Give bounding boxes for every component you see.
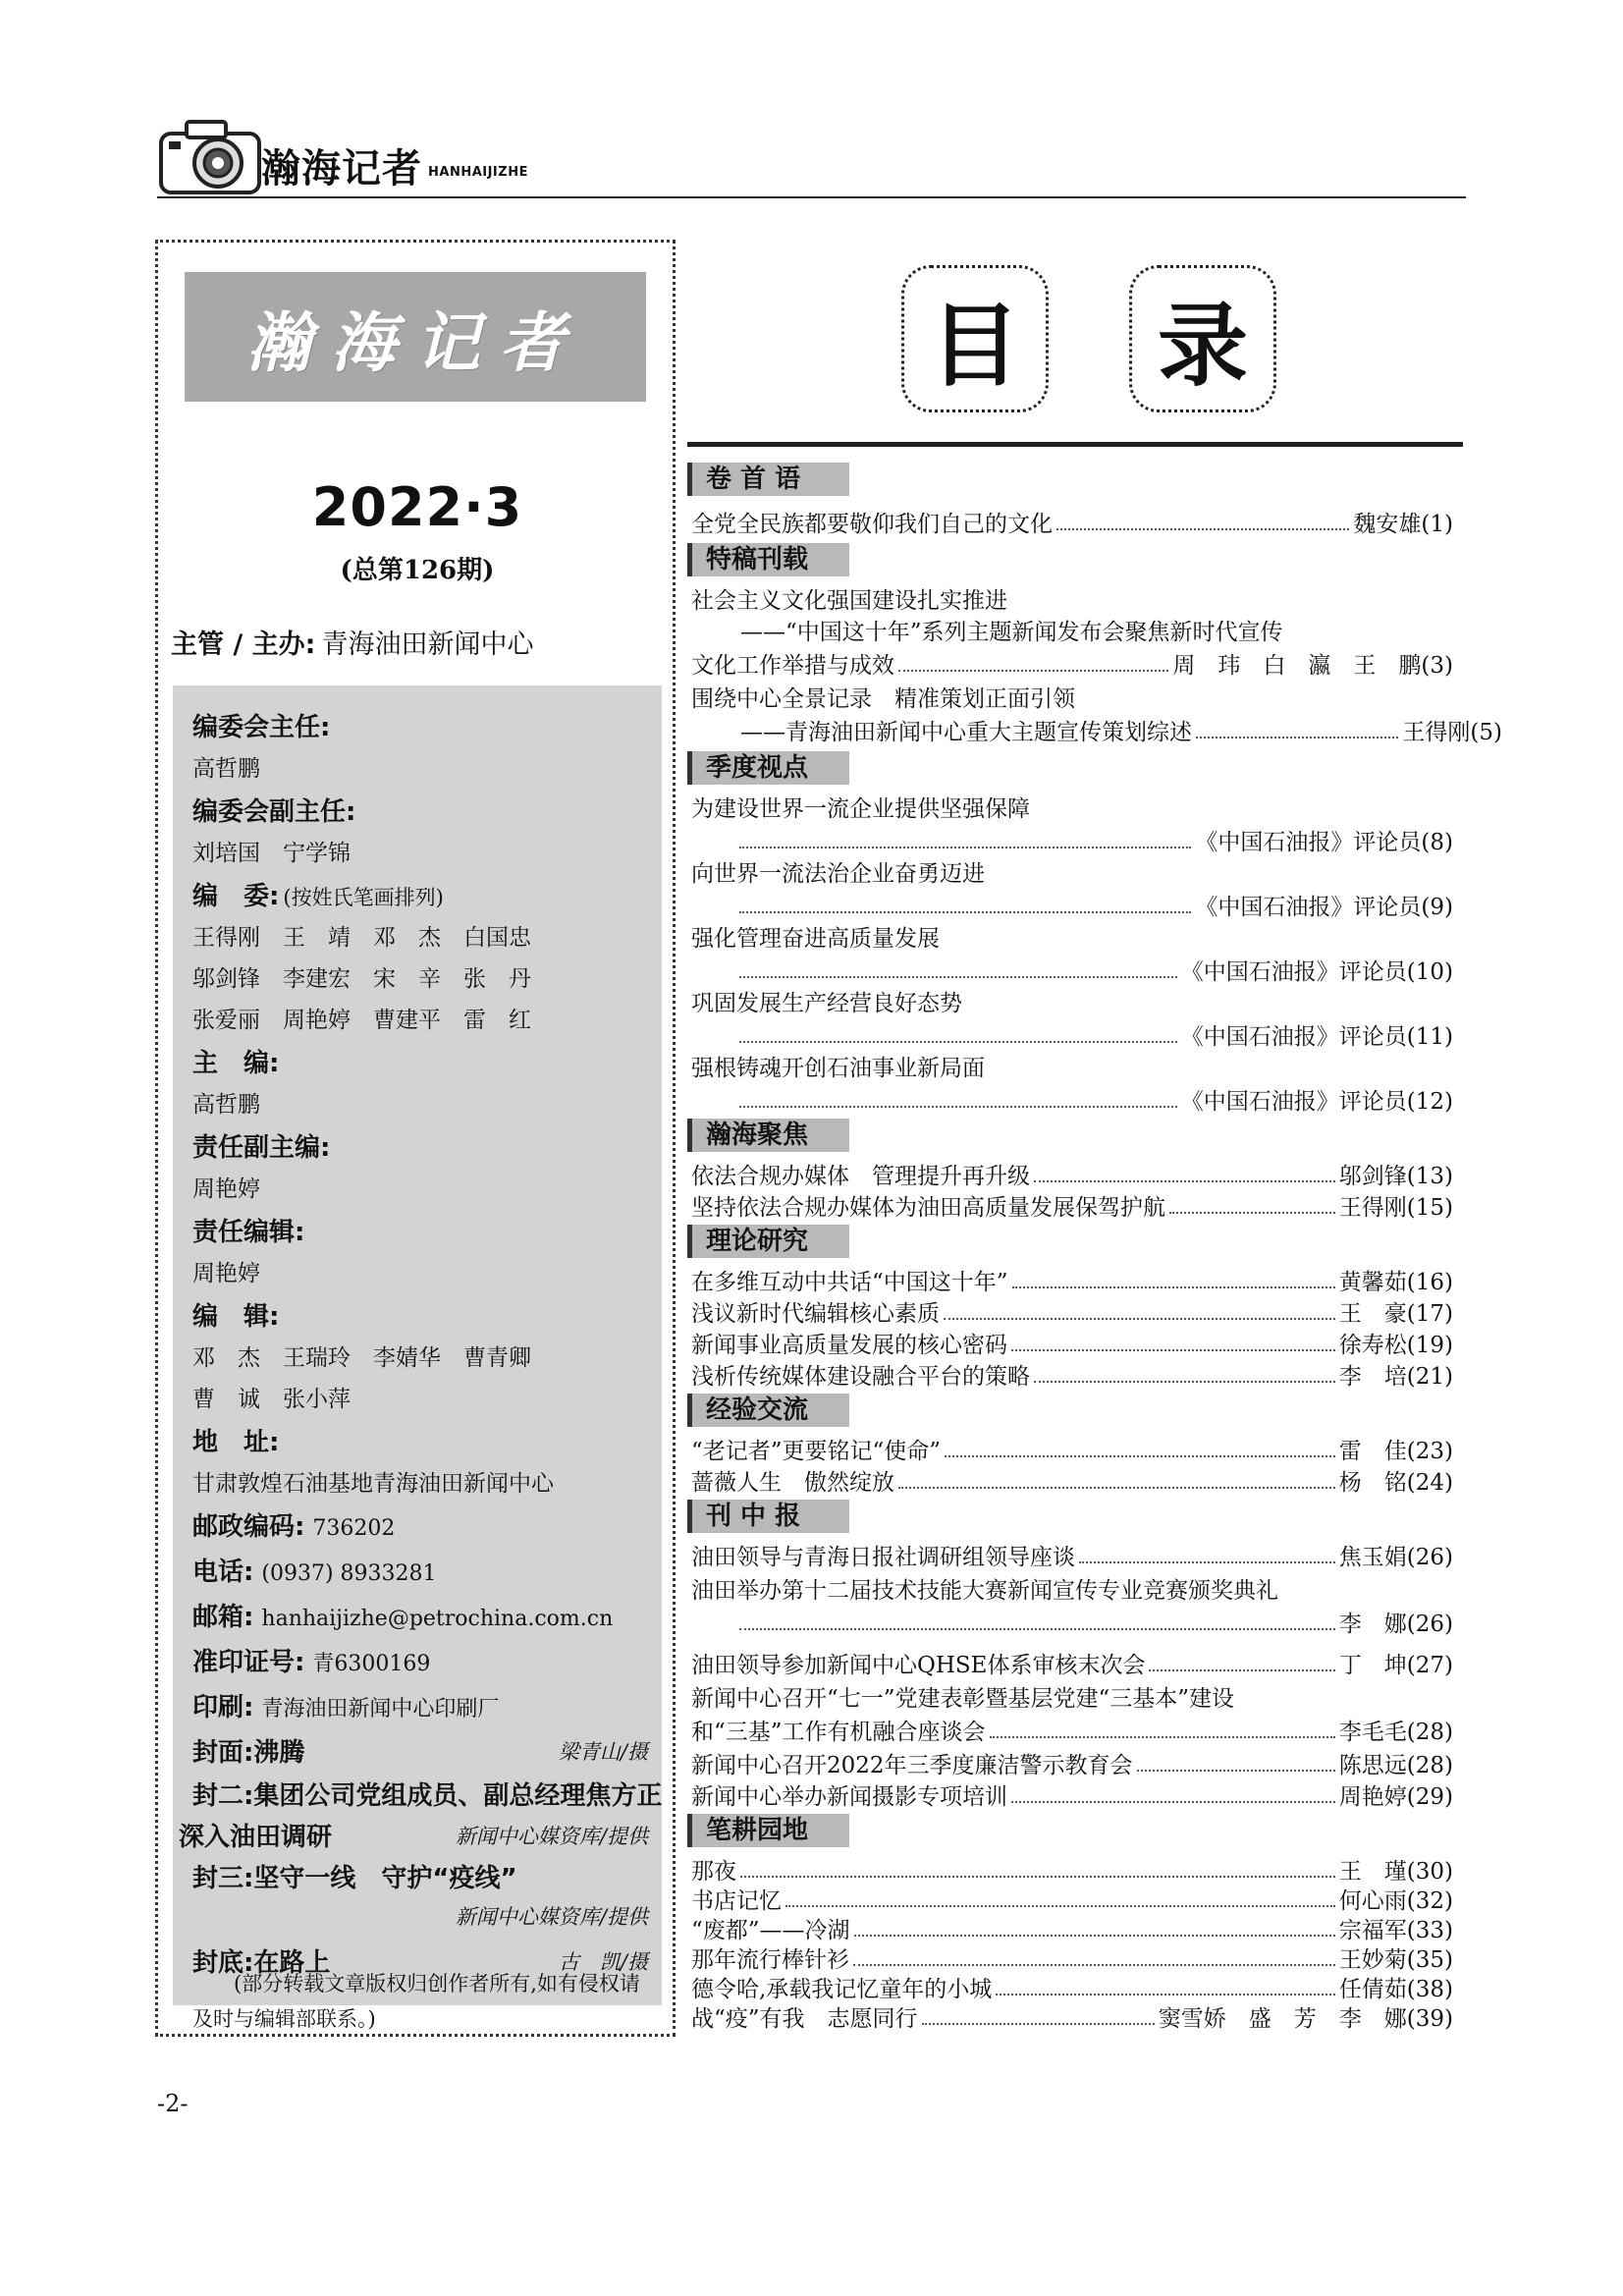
cover-line (192, 1732, 304, 1769)
toc-entry-author: 何心雨(32) (1338, 1888, 1453, 1914)
toc-entry-subtitle (691, 614, 1502, 646)
address: 甘肃敦煌石油基地青海油田新闻中心 (192, 1471, 554, 1497)
toc-entry-author-line (691, 1606, 1453, 1638)
back-cover-credit: 古 凯/摄 (558, 1950, 648, 1974)
email-label: 邮箱: (192, 1603, 254, 1632)
toc-entry-title: 文化工作举措与成效 (691, 653, 894, 679)
toc-entry (691, 714, 1502, 746)
toc-entry-author: 李 培(21) (1338, 1364, 1453, 1390)
toc-entry-line[interactable] (691, 1680, 1453, 1713)
leader-dots (1012, 1286, 1335, 1288)
toc-entry-title: 巩固发展生产经营良好态势 (691, 991, 962, 1016)
toc-entry-author: 王得刚(15) (1338, 1195, 1453, 1221)
toc-entry-title: 书店记忆 (691, 1888, 782, 1914)
resp-editor-label: 责任编辑: (192, 1218, 305, 1247)
toc-entry[interactable] (691, 1647, 1453, 1679)
leader-dots (944, 1318, 1335, 1320)
committee-row: 王得刚 王 靖 邓 杰 白国忠 (192, 925, 531, 951)
sponsor-line (171, 623, 533, 661)
brand-name: 瀚海记者 (261, 146, 422, 191)
toc-title-char: 录 (1129, 265, 1276, 412)
toc-entry[interactable] (691, 1189, 1453, 1222)
section-jidu: 季度视点 (687, 751, 849, 785)
toc-entry-author-line (691, 889, 1453, 921)
toc-entry-line[interactable] (691, 985, 1453, 1017)
section-hanhai: 瀚海聚焦 (687, 1119, 849, 1152)
toc-entry-title: 新闻中心召开2022年三季度廉洁警示教育会 (691, 1753, 1133, 1778)
toc-entry-author: 王 豪(17) (1338, 1301, 1453, 1327)
toc-entry-author: 邬剑锋(13) (1338, 1164, 1453, 1189)
toc-entry-author: 焦玉娟(26) (1338, 1545, 1453, 1570)
leader-dots (854, 1935, 1335, 1937)
leader-dots (1011, 1349, 1335, 1351)
leader-dots (739, 976, 1177, 978)
staff-panel (173, 685, 662, 2005)
toc-entry-title: 坚持依法合规办媒体为油田高质量发展保驾护航 (691, 1195, 1165, 1221)
leader-dots (996, 1994, 1334, 1995)
header-rule (157, 196, 1466, 198)
toc-entry[interactable] (691, 1853, 1453, 1886)
toc-entry[interactable] (691, 2000, 1453, 2033)
toc-entry-title: 和“三基”工作有机融合座谈会 (691, 1720, 986, 1745)
page-number: -2- (157, 2090, 189, 2117)
toc-entry-author: 周 玮 白 瀛 王 鹏(3) (1172, 653, 1453, 679)
toc-entry-line[interactable] (691, 791, 1453, 823)
sponsor-value: 青海油田新闻中心 (321, 629, 534, 660)
toc-entry-author: 魏安雄(1) (1353, 512, 1453, 537)
vice-director: 刘培国 宁学锦 (192, 841, 351, 866)
cover2-title: 集团公司党组成员、副总经理焦方正 (253, 1781, 663, 1811)
toc-entry-title: 向世界一流法治企业奋勇迈进 (691, 861, 985, 887)
cover2-label: 封二: (192, 1781, 254, 1811)
toc-entry-title: 新闻事业高质量发展的核心密码 (691, 1333, 1007, 1358)
camera-icon (157, 112, 265, 196)
print-label: 印刷: (192, 1693, 254, 1722)
toc-entry[interactable] (691, 1912, 1453, 1944)
leader-dots (739, 1106, 1177, 1108)
toc-entry-title: 战“疫”有我 志愿同行 (691, 2006, 918, 2032)
toc-entry-author-line (691, 1018, 1453, 1051)
magazine-title: 瀚海记者 (246, 303, 584, 381)
back-cover-title: 在路上 (253, 1948, 331, 1978)
cover3-title: 坚守一线 守护“疫线” (253, 1864, 517, 1893)
toc-entry-title: 强根铸魂开创石油事业新局面 (691, 1056, 985, 1081)
toc-entry-author: 《中国石油报》评论员(11) (1180, 1024, 1453, 1050)
leader-dots (945, 1455, 1335, 1457)
toc-entry-author: 王 瑾(30) (1338, 1859, 1453, 1885)
toc-entry[interactable] (691, 1883, 1453, 1915)
email: hanhaijizhe@petrochina.com.cn (261, 1607, 614, 1631)
toc-entry-title: 为建设世界一流企业提供坚强保障 (691, 796, 1030, 822)
toc-entry[interactable] (691, 1264, 1453, 1296)
toc-entry-title: 油田领导参加新闻中心QHSE体系审核末次会 (691, 1653, 1146, 1678)
leader-dots (1079, 1561, 1335, 1563)
toc-entry-title: 那年流行棒针衫 (691, 1947, 849, 1973)
committee-note: (按姓氏笔画排列) (283, 886, 444, 909)
sponsor-label: 主管 / 主办: (171, 629, 316, 660)
toc-entry-author: 《中国石油报》评论员(12) (1180, 1089, 1453, 1115)
director-label: 编委会主任: (192, 713, 331, 742)
toc-entry-title: 蔷薇人生 傲然绽放 (691, 1470, 894, 1496)
toc-entry-author: 李 娜(26) (1338, 1612, 1453, 1637)
brand-name-en: HANHAIJIZHE (428, 165, 528, 180)
toc-title-char: 目 (901, 265, 1049, 412)
address-label: 地 址: (192, 1428, 280, 1457)
toc-entry-author: 杨 铭(24) (1338, 1470, 1453, 1496)
phone-label: 电话: (192, 1558, 254, 1587)
toc-subtitle-text: ——“中国这十年”系列主题新闻发布会聚焦新时代宣传 (740, 620, 1283, 645)
toc-entry-author: 徐寿松(19) (1338, 1333, 1453, 1358)
director: 高哲鹏 (192, 756, 260, 782)
toc-rule (687, 442, 1463, 447)
leader-dots (739, 847, 1191, 848)
toc-entry-author-line (691, 1083, 1453, 1116)
toc-entry[interactable] (691, 1778, 1453, 1811)
toc-entry-author: 任倩茹(38) (1338, 1977, 1453, 2002)
cover2-credit: 新闻中心媒资库/提供 (455, 1825, 648, 1848)
toc-entry[interactable] (691, 1358, 1453, 1391)
toc-entry-author: 陈思远(28) (1338, 1753, 1453, 1778)
toc-entry-line[interactable] (691, 920, 1453, 953)
phone: (0937) 8933281 (261, 1561, 437, 1586)
chief: 高哲鹏 (192, 1092, 260, 1118)
toc-entry-author: 《中国石油报》评论员(8) (1195, 830, 1453, 855)
vice-director-label: 编委会副主任: (192, 797, 356, 827)
toc-entry-line[interactable] (691, 1572, 1453, 1605)
toc-entry-author: 宗福军(33) (1338, 1918, 1453, 1943)
toc-entry-title: 依法合规办媒体 管理提升再升级 (691, 1164, 1030, 1189)
toc-entry-title: 德令哈,承载我记忆童年的小城 (691, 1977, 993, 2002)
leader-dots (922, 2023, 1155, 2025)
phone-line (192, 1552, 437, 1588)
committee-row: 邬剑锋 李建宏 宋 辛 张 丹 (192, 966, 531, 992)
cover2-line (192, 1776, 662, 1812)
toc-entry-title: 油田领导与青海日报社调研组领导座谈 (691, 1545, 1075, 1570)
cover3-line (192, 1858, 517, 1894)
leader-dots (1034, 1381, 1335, 1383)
section-jingyan: 经验交流 (687, 1394, 849, 1427)
postcode-line (192, 1506, 395, 1543)
leader-dots (785, 1905, 1335, 1907)
toc-entry[interactable] (691, 1539, 1453, 1571)
total-issue: (总第126期) (340, 556, 495, 585)
toc-entry[interactable] (691, 1941, 1453, 1974)
editors-label: 编 辑: (192, 1302, 280, 1332)
toc-entry-author: 李毛毛(28) (1338, 1720, 1453, 1745)
magazine-title-bar (185, 272, 646, 402)
toc-entry[interactable] (691, 506, 1453, 538)
toc-entry-author-line (691, 954, 1453, 986)
toc-entry-author: 雷 佳(23) (1338, 1439, 1453, 1464)
toc-entry-title: 新闻中心举办新闻摄影专项培训 (691, 1784, 1007, 1810)
leader-dots (1169, 1212, 1335, 1214)
toc-entry-author: 《中国石油报》评论员(10) (1180, 959, 1453, 985)
leader-dots (898, 670, 1168, 672)
cover-credit: 梁青山/摄 (558, 1740, 648, 1764)
resp-editor: 周艳婷 (192, 1261, 260, 1286)
editors-row: 邓 杰 王瑞玲 李婧华 曹青卿 (192, 1345, 531, 1371)
toc-entry-author: 《中国石油报》评论员(9) (1195, 895, 1453, 920)
toc-entry[interactable] (691, 1747, 1453, 1779)
section-tegao: 特稿刊载 (687, 543, 849, 576)
toc-entry-title: 浅议新时代编辑核心素质 (691, 1301, 940, 1327)
deputy-chief: 周艳婷 (192, 1176, 260, 1202)
cover2-title-cont: 深入油田调研 (179, 1823, 333, 1852)
back-cover-label: 封底: (192, 1948, 254, 1978)
leader-dots (1034, 1180, 1335, 1182)
committee-label-line (192, 876, 444, 912)
leader-dots (853, 1964, 1335, 1966)
toc-entry-author: 周艳婷(29) (1338, 1784, 1453, 1810)
leader-dots (740, 1876, 1335, 1878)
copyright-note: (部分转载文章版权归创作者所有,如有侵权请及时与编辑部联系。) (192, 1972, 640, 2031)
leader-dots (1196, 737, 1398, 738)
leader-dots (739, 1628, 1335, 1630)
toc-entry-title: 在多维互动中共话“中国这十年” (691, 1270, 1008, 1295)
leader-dots (1056, 528, 1349, 530)
toc-entry-line[interactable] (691, 582, 1453, 615)
cover-label: 封面: (192, 1738, 254, 1768)
toc-entry-author: 丁 坤(27) (1338, 1653, 1453, 1678)
toc-entry-line[interactable] (691, 855, 1453, 888)
print-line (192, 1687, 499, 1723)
toc-entry-author: 窦雪娇 盛 芳 李 娜(39) (1158, 2006, 1453, 2032)
leader-dots (990, 1736, 1335, 1738)
toc-entry-title: 围绕中心全景记录 精准策划正面引领 (691, 686, 1075, 712)
leader-dots (1137, 1770, 1335, 1772)
toc-entry-title: 新闻中心召开“七一”党建表彰暨基层党建“三基本”建设 (691, 1686, 1235, 1712)
cover3-credit: 新闻中心媒资库/提供 (455, 1905, 648, 1929)
toc-entry-author-line (691, 824, 1453, 856)
section-kanzhongbao: 刊 中 报 (687, 1500, 849, 1533)
toc-entry-title: 全党全民族都要敬仰我们自己的文化 (691, 512, 1053, 537)
toc-entry-title: 浅析传统媒体建设融合平台的策略 (691, 1364, 1030, 1390)
chief-label: 主 编: (192, 1049, 280, 1078)
section-lilun: 理论研究 (687, 1225, 849, 1258)
toc-subtitle-text: ——青海油田新闻中心重大主题宣传策划综述 (740, 720, 1192, 745)
toc-entry-title: 强化管理奋进高质量发展 (691, 926, 940, 952)
printer: 青海油田新闻中心印刷厂 (261, 1697, 500, 1722)
toc-entry-line[interactable] (691, 681, 1453, 713)
issue-number: 2022·3 (311, 476, 523, 538)
cover3-label: 封三: (192, 1864, 254, 1893)
permit-label: 准印证号: (192, 1648, 305, 1677)
permit: 青6300169 (312, 1652, 431, 1676)
toc-entry[interactable] (691, 1158, 1453, 1190)
toc-entry-line[interactable] (691, 1050, 1453, 1082)
committee-label: 编 委: (192, 882, 280, 911)
toc-entry[interactable] (691, 1327, 1453, 1359)
toc-entry[interactable] (691, 1714, 1453, 1746)
toc-entry[interactable] (691, 647, 1453, 680)
toc-entry[interactable] (691, 1295, 1453, 1328)
leader-dots (898, 1487, 1335, 1489)
toc-entry[interactable] (691, 1971, 1453, 2003)
postcode-label: 邮政编码: (192, 1512, 305, 1542)
permit-line (192, 1642, 430, 1678)
toc-entry-author: 王得刚(5) (1402, 720, 1502, 745)
leader-dots (1011, 1801, 1335, 1803)
toc-entry-title: “废都”——冷湖 (691, 1918, 850, 1943)
leader-dots (739, 1041, 1177, 1043)
toc-entry-title: 油田举办第十二届技术技能大赛新闻宣传专业竞赛颁奖典礼 (691, 1578, 1278, 1604)
toc-entry-author: 王妙菊(35) (1338, 1947, 1453, 1973)
section-juanshouyu: 卷 首 语 (687, 463, 849, 496)
masthead (157, 108, 1463, 198)
deputy-chief-label: 责任副主编: (192, 1133, 331, 1163)
toc-entry-title: “老记者”更要铭记“使命” (691, 1439, 942, 1464)
email-line (192, 1597, 613, 1633)
leader-dots (739, 911, 1191, 913)
toc-entry-author: 黄馨茹(16) (1338, 1270, 1453, 1295)
toc-entry[interactable] (691, 1433, 1453, 1465)
committee-row: 张爱丽 周艳婷 曹建平 雷 红 (192, 1008, 531, 1033)
toc-entry[interactable] (691, 1464, 1453, 1497)
toc-entry-title: 那夜 (691, 1859, 736, 1885)
leader-dots (1149, 1669, 1334, 1671)
toc-entry-title: 社会主义文化强国建设扎实推进 (691, 588, 1007, 614)
section-bigeng: 笔耕园地 (687, 1814, 849, 1847)
cover-title: 沸腾 (253, 1738, 305, 1768)
postcode: 736202 (312, 1516, 396, 1541)
editors-row: 曹 诚 张小萍 (192, 1387, 351, 1412)
